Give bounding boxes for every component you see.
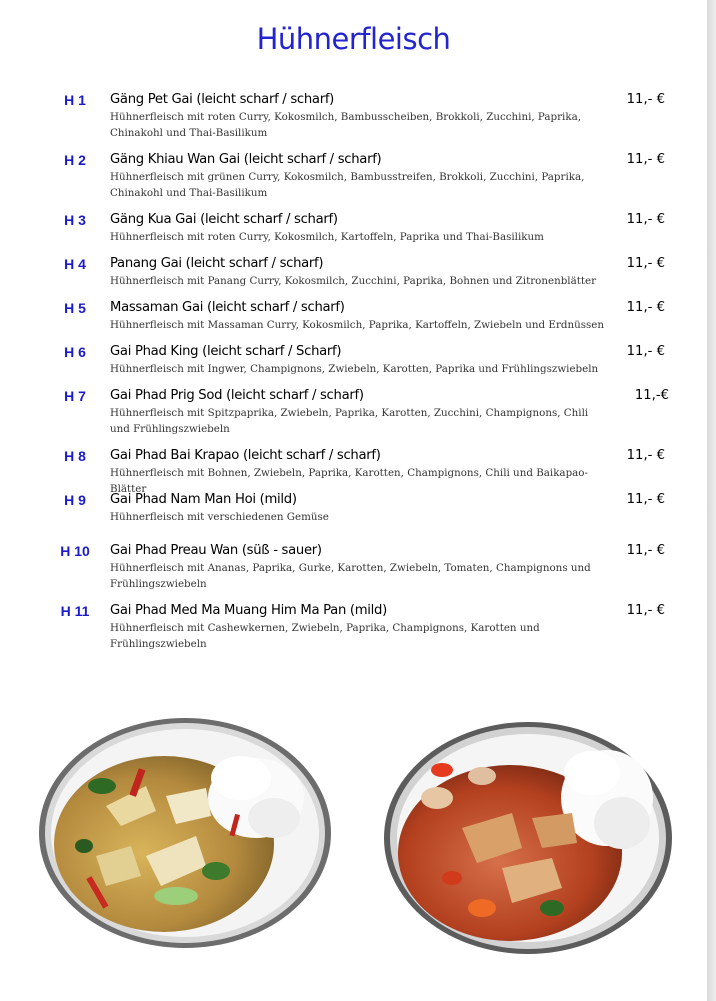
item-description: Hühnerfleisch mit Spitzpaprika, Zwiebeln, Paprika, Karotten, Zucchini, Champignons, Chili und Frühlingszwiebeln <box>110 407 589 435</box>
item-name: Panang Gai (leicht scharf / scharf) <box>110 256 324 271</box>
item-code: H 10 <box>60 543 90 559</box>
item-description: Hühnerfleisch mit Panang Curry, Kokosmilch, Zucchini, Paprika, Bohnen und Zitronenblätter <box>110 275 597 287</box>
item-description: Hühnerfleisch mit Ingwer, Champignons, Zwiebeln, Karotten, Paprika und Frühlingszwiebeln <box>110 363 599 375</box>
item-price: 11,- € <box>626 603 665 618</box>
item-name: Gai Phad Prig Sod (leicht scharf / scharf) <box>110 388 364 403</box>
item-code: H 3 <box>64 212 86 228</box>
item-name: Gai Phad Nam Man Hoi (mild) <box>110 492 297 507</box>
item-code: H 1 <box>64 92 86 108</box>
item-price: 11,- € <box>626 448 665 463</box>
item-description: Hühnerfleisch mit Ananas, Paprika, Gurke, Karotten, Zwiebeln, Tomaten, Champignons und Frühlingszwiebeln <box>110 562 591 590</box>
item-name: Gai Phad Bai Krapao (leicht scharf / scharf) <box>110 448 381 463</box>
item-price: 11,- € <box>626 92 665 107</box>
item-price: 11,- € <box>626 344 665 359</box>
item-code: H 5 <box>64 300 86 316</box>
page-edge <box>707 0 716 1001</box>
item-price: 11,- € <box>626 300 665 315</box>
green-curry-chicken-plate <box>36 716 334 951</box>
item-description: Hühnerfleisch mit roten Curry, Kokosmilch, Bambusscheiben, Brokkoli, Zucchini, Paprika, Chinakohl und Thai-Basilikum <box>110 111 581 139</box>
item-code: H 9 <box>64 492 86 508</box>
item-code: H 6 <box>64 344 86 360</box>
item-price: 11,- € <box>626 256 665 271</box>
sweet-sour-chicken-plate <box>382 718 674 958</box>
item-price: 11,-€ <box>634 388 669 403</box>
item-price: 11,- € <box>626 543 665 558</box>
item-price: 11,- € <box>626 492 665 507</box>
item-description: Hühnerfleisch mit roten Curry, Kokosmilch, Kartoffeln, Paprika und Thai-Basilikum <box>110 231 544 243</box>
item-name: Gäng Khiau Wan Gai (leicht scharf / scharf) <box>110 152 382 167</box>
page-title: Hühnerfleisch <box>256 22 451 56</box>
item-description: Hühnerfleisch mit Cashewkernen, Zwiebeln, Paprika, Champignons, Karotten und Frühlingszwiebeln <box>110 622 540 650</box>
item-description: Hühnerfleisch mit Massaman Curry, Kokosmilch, Paprika, Kartoffeln, Zwiebeln und Erdnüssen <box>110 319 605 331</box>
item-code: H 2 <box>64 152 86 168</box>
item-name: Gäng Kua Gai (leicht scharf / scharf) <box>110 212 338 227</box>
item-name: Gäng Pet Gai (leicht scharf / scharf) <box>110 92 335 107</box>
item-description: Hühnerfleisch mit verschiedenen Gemüse <box>110 511 329 523</box>
item-code: H 8 <box>64 448 86 464</box>
item-name: Gai Phad Preau Wan (süß - sauer) <box>110 543 322 558</box>
item-name: Gai Phad Med Ma Muang Him Ma Pan (mild) <box>110 603 387 618</box>
item-name: Gai Phad King (leicht scharf / Scharf) <box>110 344 342 359</box>
item-code: H 7 <box>64 388 86 404</box>
item-code: H 11 <box>60 603 90 619</box>
item-name: Massaman Gai (leicht scharf / scharf) <box>110 300 345 315</box>
item-price: 11,- € <box>626 212 665 227</box>
item-price: 11,- € <box>626 152 665 167</box>
item-description: Hühnerfleisch mit Bohnen, Zwiebeln, Paprika, Karotten, Champignons, Chili und Baikapao-Blätter <box>110 467 588 495</box>
item-description: Hühnerfleisch mit grünen Curry, Kokosmilch, Bambusstreifen, Brokkoli, Zucchini, Paprika, Chinakohl und Thai-Basilikum <box>110 171 585 199</box>
item-code: H 4 <box>64 256 86 272</box>
